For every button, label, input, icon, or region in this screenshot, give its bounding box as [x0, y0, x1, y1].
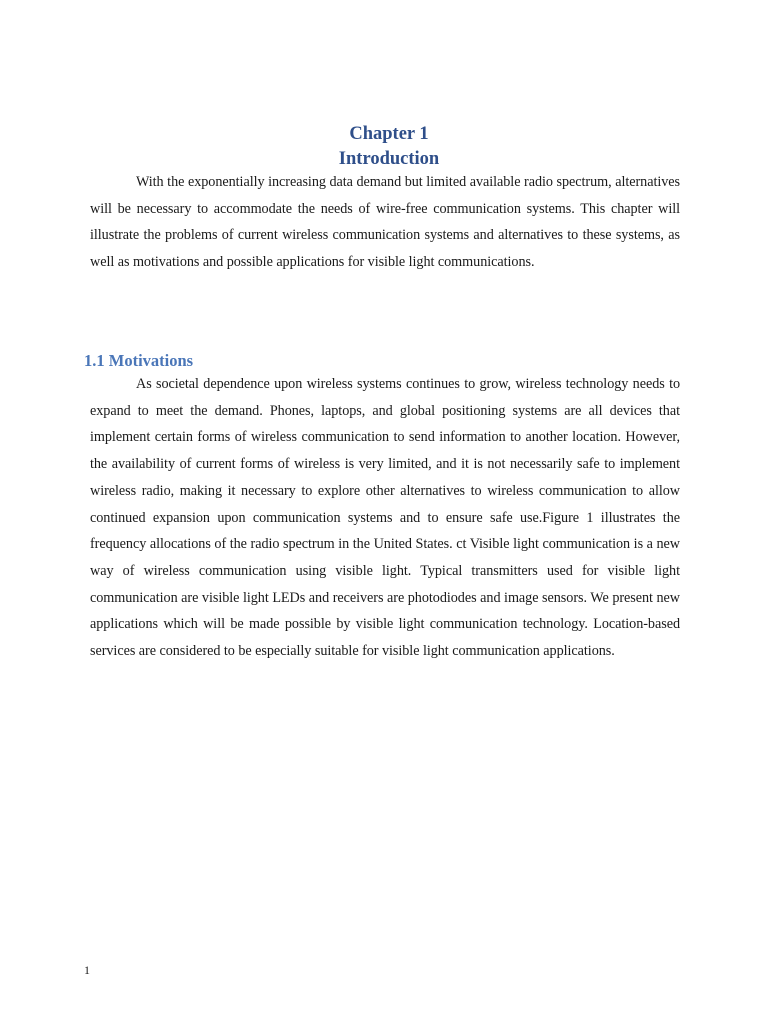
page-number: 1 — [84, 963, 90, 977]
section-heading-motivations: 1.1 Motivations — [84, 351, 194, 370]
motivations-paragraph: As societal dependence upon wireless systems continues to grow, wireless technology needs to expand to meet the demand. Phones, laptops, and global positioning systems are all devices that implement certain forms of wireless communication to send information to another location. However, the availability of current forms of wireless is very limited, and it is not necessarily safe to implement wireless radio, making it necessary to explore other alternatives to wireless communication to allow continued expansion upon communication systems and to ensure safe use.Figure 1 illustrates the frequency allocations of the radio spectrum in the United States. ct Visible light communication is a new way of wireless communication using visible light. Typical transmitters used for visible light communication are visible light LEDs and receivers are photodiodes and image sensors. We present new applications which will be made possible by visible light communication technology. Location-based services are considered to be especially suitable for visible light communication applications. — [90, 376, 680, 660]
chapter-heading — [0, 122, 768, 172]
intro-paragraph: With the exponentially increasing data demand but limited available radio spectrum, alternatives will be necessary to accommodate the needs of wire-free communication systems. This chapter will illustrate the problems of current wireless communication systems and alternatives to these systems, as well as motivations and possible applications for visible light communications. — [90, 174, 680, 271]
chapter-number: Chapter 1 — [349, 124, 429, 144]
chapter-title: Introduction — [338, 149, 440, 169]
